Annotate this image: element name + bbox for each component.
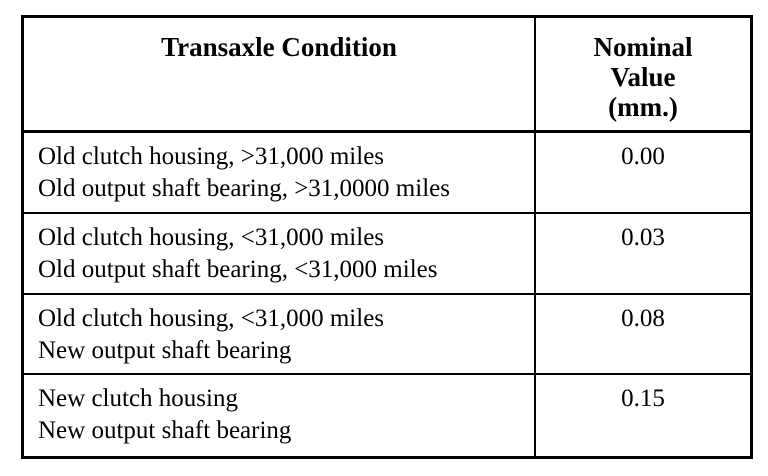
header-condition: Transaxle Condition: [161, 32, 397, 62]
table-row-condition: [24, 375, 536, 456]
condition-line: New output shaft bearing: [38, 417, 292, 445]
nominal-value: 0.00: [621, 143, 665, 170]
condition-text: [24, 133, 534, 205]
header-value: [536, 18, 750, 122]
condition-line: Old output shaft bearing, <31,000 miles: [38, 255, 438, 283]
table-row-condition: [24, 214, 536, 295]
condition-text: [24, 214, 534, 286]
table-row-condition: [24, 295, 536, 376]
nominal-value: 0.15: [621, 385, 665, 413]
condition-line: Old output shaft bearing, >31,0000 miles: [38, 175, 450, 202]
table-row-value: [536, 214, 750, 295]
header-value-line: (mm.): [608, 92, 678, 122]
header-value-line: Nominal: [593, 32, 693, 62]
header-value-cell: [536, 18, 750, 133]
condition-line: Old clutch housing, >31,000 miles: [38, 143, 385, 170]
table-row-value: [536, 295, 750, 376]
condition-text: [24, 295, 534, 367]
condition-line: Old clutch housing, <31,000 miles: [38, 223, 385, 251]
table-row-value: [536, 375, 750, 456]
nominal-value: 0.08: [621, 304, 665, 332]
spec-table: [21, 15, 753, 459]
condition-line: New clutch housing: [38, 385, 238, 413]
header-value-line: Value: [610, 62, 676, 92]
header-condition-cell: [24, 18, 536, 133]
condition-line: Old clutch housing, <31,000 miles: [38, 304, 385, 332]
table-row-condition: [24, 133, 536, 214]
table-row-value: [536, 133, 750, 214]
condition-line: New output shaft bearing: [38, 336, 292, 364]
condition-text: [24, 375, 534, 447]
nominal-value: 0.03: [621, 223, 665, 251]
